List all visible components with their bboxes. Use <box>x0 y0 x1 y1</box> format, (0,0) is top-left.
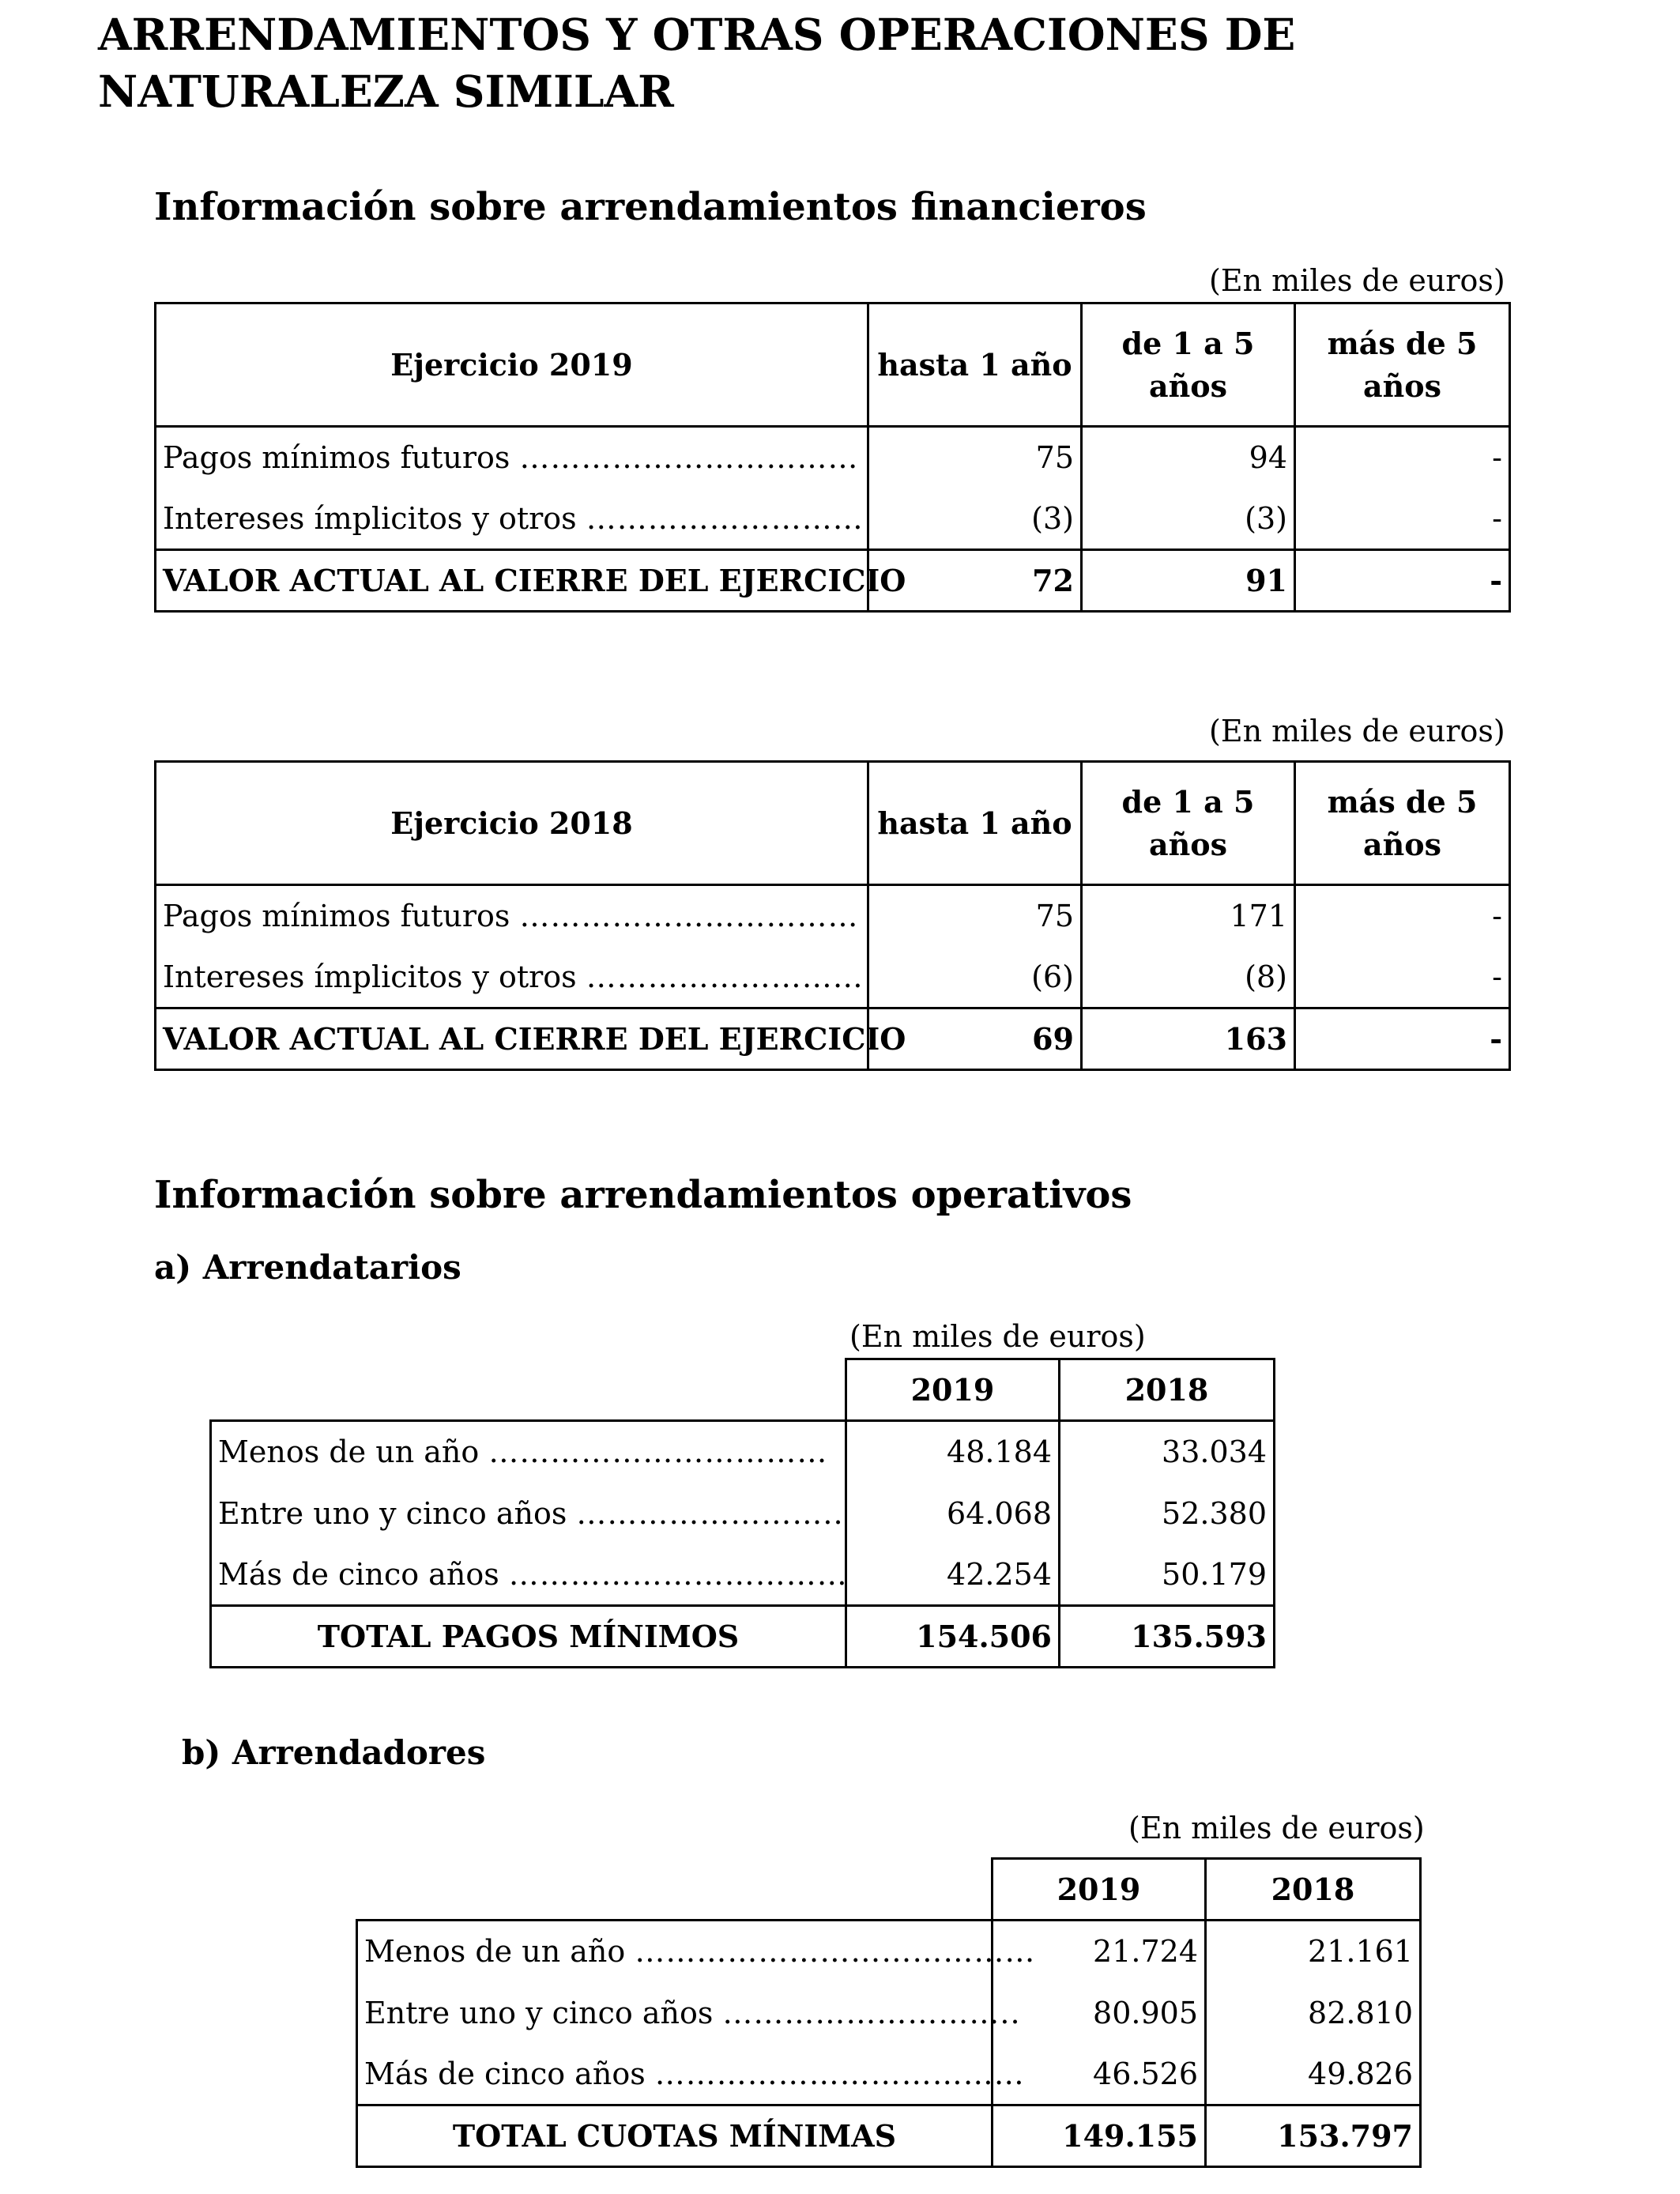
cell-value: 94 <box>1082 427 1295 488</box>
units-label: (En miles de euros) <box>1209 263 1505 298</box>
cell-value: 80.905 <box>993 1982 1206 2044</box>
cell-value: 33.034 <box>1060 1421 1275 1483</box>
operating-leases-heading: Información sobre arrendamientos operativos <box>154 1173 1132 1217</box>
col-header-year: 2019 <box>993 1859 1206 1921</box>
cell-value: (3) <box>1082 488 1295 550</box>
cell-value: 42.254 <box>846 1544 1060 1606</box>
cell-value: 135.593 <box>1060 1606 1275 1668</box>
cell-value: 149.155 <box>993 2105 1206 2167</box>
row-label-implicit-interest: Intereses ímplicitos y otros ……………………… <box>156 488 868 550</box>
cell-value: - <box>1295 947 1510 1008</box>
table-header-year: Ejercicio 2019 <box>156 303 868 427</box>
page-title: ARRENDAMIENTOS Y OTRAS OPERACIONES DE NATURALEZA SIMILAR <box>98 9 1296 117</box>
row-label-minimum-payments: Pagos mínimos futuros …………………………… <box>156 427 868 488</box>
table-header-year: Ejercicio 2018 <box>156 762 868 885</box>
lessors-subheading: b) Arrendadores <box>182 1733 486 1772</box>
units-label: (En miles de euros) <box>849 1319 1146 1354</box>
table-row-total <box>211 1606 1275 1668</box>
col-header-1-to-5-years: de 1 a 5 años <box>1082 303 1295 427</box>
col-header-1-to-5-years: de 1 a 5 años <box>1082 762 1295 885</box>
col-header-year: 2018 <box>1060 1359 1275 1421</box>
row-label-less-than-one-year: Menos de un año ………………………………… <box>357 1921 993 1982</box>
financial-leases-heading: Información sobre arrendamientos financieros <box>154 185 1147 229</box>
table-row <box>156 427 1510 488</box>
lessors-table <box>356 1857 1422 2168</box>
financial-lease-table-2019 <box>154 302 1511 613</box>
cell-value: 21.724 <box>993 1921 1206 1982</box>
table-row <box>211 1483 1275 1544</box>
cell-value: 82.810 <box>1206 1982 1421 2044</box>
col-header-up-to-1-year: hasta 1 año <box>868 303 1082 427</box>
row-label-present-value: VALOR ACTUAL AL CIERRE DEL EJERCICIO <box>156 1008 868 1070</box>
row-label-less-than-one-year: Menos de un año …………………………… <box>211 1421 846 1483</box>
cell-value: - <box>1295 1008 1510 1070</box>
cell-value: 163 <box>1082 1008 1295 1070</box>
cell-value: 153.797 <box>1206 2105 1421 2167</box>
table-row <box>357 1982 1421 2044</box>
cell-value: (8) <box>1082 947 1295 1008</box>
lessees-subheading: a) Arrendatarios <box>154 1248 461 1287</box>
row-label-implicit-interest: Intereses ímplicitos y otros ……………………… <box>156 947 868 1008</box>
cell-value: 75 <box>868 885 1082 947</box>
col-header-over-5-years: más de 5 años <box>1295 762 1510 885</box>
cell-value: (6) <box>868 947 1082 1008</box>
row-label-minimum-payments: Pagos mínimos futuros …………………………… <box>156 885 868 947</box>
table-row-total <box>357 2105 1421 2167</box>
cell-value: (3) <box>868 488 1082 550</box>
table-row <box>357 1921 1421 1982</box>
row-label-one-to-five-years: Entre uno y cinco años ……………………….. <box>357 1982 993 2044</box>
row-label-more-than-five-years: Más de cinco años ……………………………… <box>357 2044 993 2105</box>
table-row-total <box>156 550 1510 612</box>
cell-value: 64.068 <box>846 1483 1060 1544</box>
col-header-year: 2019 <box>846 1359 1060 1421</box>
cell-value: - <box>1295 885 1510 947</box>
units-label: (En miles de euros) <box>1209 714 1505 748</box>
cell-value: - <box>1295 550 1510 612</box>
table-row <box>211 1544 1275 1606</box>
table-row-total <box>156 1008 1510 1070</box>
cell-value: 171 <box>1082 885 1295 947</box>
cell-value: 75 <box>868 427 1082 488</box>
cell-value: 91 <box>1082 550 1295 612</box>
row-label-total-minimum-fees: TOTAL CUOTAS MÍNIMAS <box>357 2105 993 2167</box>
table-row <box>357 2044 1421 2105</box>
cell-value: 48.184 <box>846 1421 1060 1483</box>
cell-value: 21.161 <box>1206 1921 1421 1982</box>
lessees-table <box>209 1358 1275 1668</box>
financial-lease-table-2018 <box>154 760 1511 1071</box>
row-label-more-than-five-years: Más de cinco años …………………………… <box>211 1544 846 1606</box>
cell-value: 52.380 <box>1060 1483 1275 1544</box>
cell-value: - <box>1295 427 1510 488</box>
row-label-total-minimum-payments: TOTAL PAGOS MÍNIMOS <box>211 1606 846 1668</box>
cell-value: 154.506 <box>846 1606 1060 1668</box>
units-label: (En miles de euros) <box>1128 1811 1425 1845</box>
table-row <box>156 947 1510 1008</box>
cell-value: 46.526 <box>993 2044 1206 2105</box>
col-header-up-to-1-year: hasta 1 año <box>868 762 1082 885</box>
table-row <box>156 885 1510 947</box>
cell-value: 69 <box>868 1008 1082 1070</box>
row-label-one-to-five-years: Entre uno y cinco años …………………….. <box>211 1483 846 1544</box>
cell-value: 50.179 <box>1060 1544 1275 1606</box>
row-label-present-value: VALOR ACTUAL AL CIERRE DEL EJERCICIO <box>156 550 868 612</box>
cell-value: 49.826 <box>1206 2044 1421 2105</box>
cell-value: - <box>1295 488 1510 550</box>
table-row <box>156 488 1510 550</box>
table-row <box>211 1421 1275 1483</box>
cell-value: 72 <box>868 550 1082 612</box>
col-header-over-5-years: más de 5 años <box>1295 303 1510 427</box>
col-header-year: 2018 <box>1206 1859 1421 1921</box>
